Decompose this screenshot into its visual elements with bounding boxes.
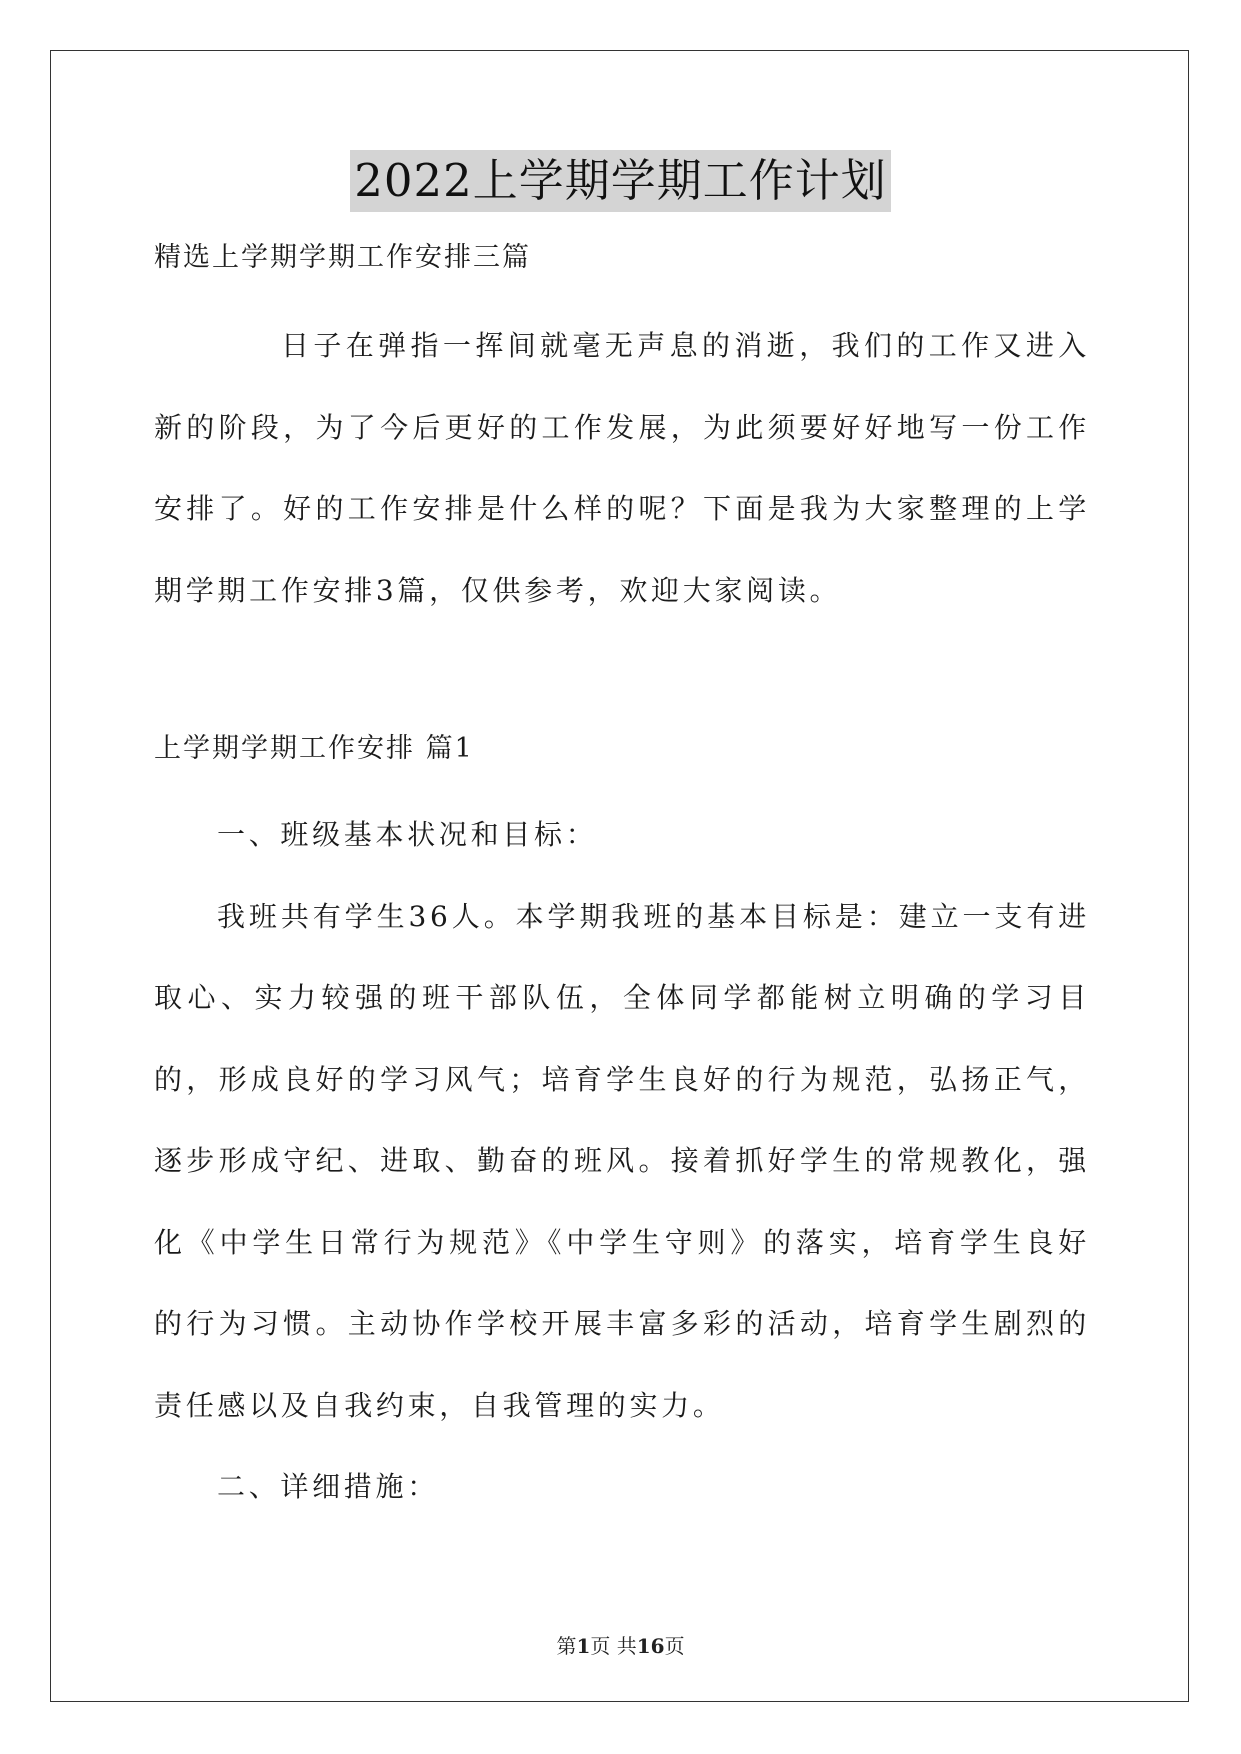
intro-paragraph: 日子在弹指一挥间就毫无声息的消逝，我们的工作又进入新的阶段，为了今后更好的工作发展，为此须要好好地写一份工作安排了。好的工作安排是什么样的呢？下面是我为大家整理的上学期学期工作安排3篇，仅供参考，欢迎大家阅读。	[154, 329, 1090, 607]
item-paragraph: 我班共有学生36人。本学期我班的基本目标是：建立一支有进取心、实力较强的班干部队伍，全体同学都能树立明确的学习目的，形成良好的学习风气；培育学生良好的行为规范，弘扬正气，逐步形成守纪、进取、勤奋的班风。接着抓好学生的常规教化，强化《中学生日常行为规范》《中学生守则》的落实，培育学生良好的行为习惯。主动协作学校开展丰富多彩的活动，培育学生剧烈的责任感以及自我约束，自我管理的实力。	[154, 899, 1090, 1422]
page-prefix: 第	[556, 1634, 577, 1658]
document-title: 2022上学期学期工作计划	[350, 150, 891, 212]
page-mid: 页 共	[590, 1634, 637, 1658]
title-container	[0, 150, 1241, 212]
item-heading-2: 二、详细措施：	[217, 1470, 439, 1503]
document-subtitle: 精选上学期学期工作安排三篇	[154, 242, 531, 273]
page-footer	[0, 1630, 1241, 1659]
item-heading: 一、班级基本状况和目标：	[217, 818, 598, 851]
page-current: 1	[576, 1634, 591, 1658]
document-body	[154, 230, 1090, 1528]
page-total: 16	[636, 1634, 665, 1658]
section-heading: 上学期学期工作安排 篇1	[154, 733, 474, 764]
page-suffix: 页	[664, 1634, 685, 1658]
